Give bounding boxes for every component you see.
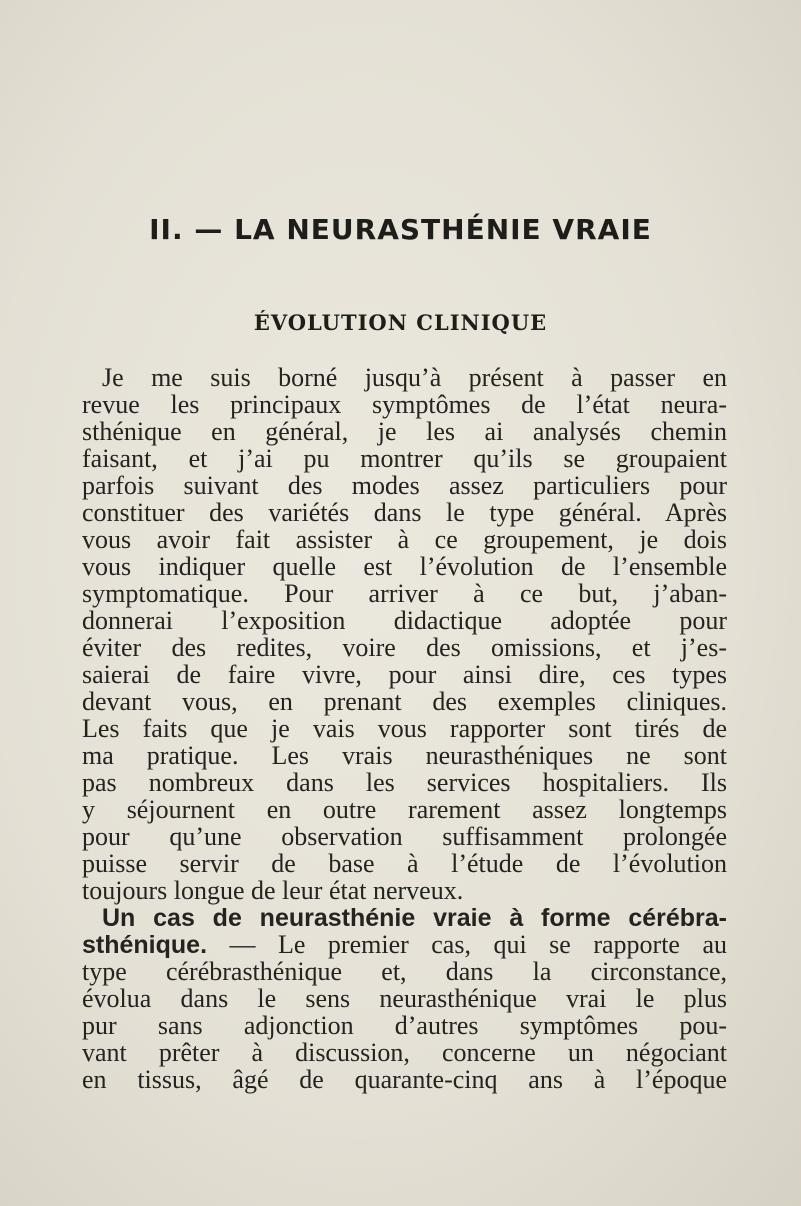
text-line: constituer des variétés dans le type général. Après xyxy=(82,498,727,527)
text-line: y séjournent en outre rarement assez longtemps xyxy=(82,795,727,824)
text-line: vant prêter à discussion, concerne un négociant xyxy=(82,1038,727,1067)
text-line: pur sans adjonction d’autres symptômes pou- xyxy=(82,1011,727,1040)
text-line: sthénique en général, je les ai analysés chemin xyxy=(82,417,727,446)
text-line xyxy=(82,931,727,958)
text-line: Les faits que je vais vous rapporter sont tirés de xyxy=(82,714,727,743)
text-line: toujours longue de leur état nerveux. xyxy=(82,876,464,905)
text-line: puisse servir de base à l’étude de l’évolution xyxy=(82,849,727,878)
text-line: devant vous, en prenant des exemples cliniques. xyxy=(82,687,727,716)
text-line: faisant, et j’ai pu montrer qu’ils se groupaient xyxy=(82,444,727,473)
text-line: vous avoir fait assister à ce groupement, je dois xyxy=(82,525,727,554)
chapter-title: II. — LA NEURASTHÉNIE VRAIE xyxy=(149,213,652,246)
text-line: revue les principaux symptômes de l’état neura- xyxy=(82,390,727,419)
run-in-heading: Un cas de neurasthénie vraie à forme cérébra- xyxy=(102,904,727,932)
text-line xyxy=(82,904,727,931)
text-line: saierai de faire vivre, pour ainsi dire, ces types xyxy=(82,660,727,689)
text-line: évolua dans le sens neurasthénique vrai le plus xyxy=(82,984,727,1013)
text-line: éviter des redites, voire des omissions, et j’es- xyxy=(82,633,727,662)
text-line: pas nombreux dans les services hospitaliers. Ils xyxy=(82,768,727,797)
text-line: parfois suivant des modes assez particuliers pour xyxy=(82,471,727,500)
run-in-heading-end: sthénique. xyxy=(82,931,208,959)
text-line: donnerai l’exposition didactique adoptée pour xyxy=(82,606,727,635)
text-line: ma pratique. Les vrais neurasthéniques ne sont xyxy=(82,741,727,770)
body-text xyxy=(82,364,727,1093)
text-line: pour qu’une observation suffisamment prolongée xyxy=(82,822,727,851)
text-line: en tissus, âgé de quarante-cinq ans à l’époque xyxy=(82,1065,727,1094)
text-line: type cérébrasthénique et, dans la circonstance, xyxy=(82,957,727,986)
text-line: Je me suis borné jusqu’à présent à passer en xyxy=(102,363,727,392)
section-title: ÉVOLUTION CLINIQUE xyxy=(253,310,548,335)
text-run: — Le premier cas, qui se rapporte au xyxy=(207,930,727,959)
text-line: symptomatique. Pour arriver à ce but, j’aban- xyxy=(82,579,727,608)
text-line: vous indiquer quelle est l’évolution de l’ensemble xyxy=(82,552,727,581)
